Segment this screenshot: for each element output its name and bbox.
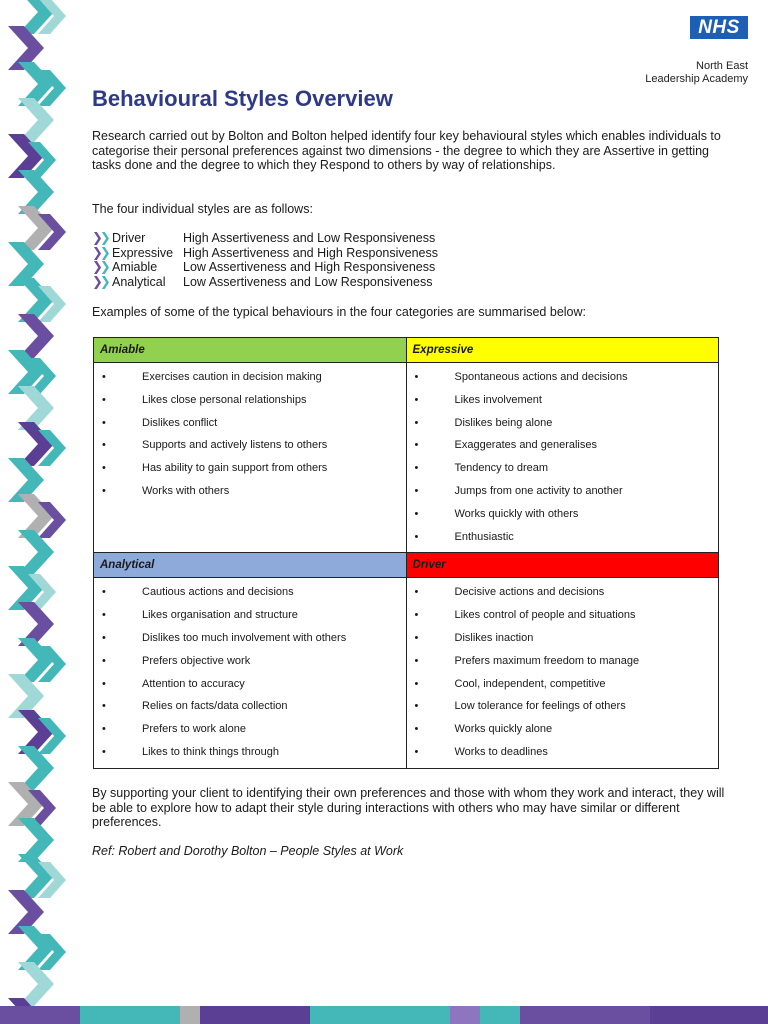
chevron-icon: ❯❯ xyxy=(92,259,108,275)
bullet-icon: • xyxy=(414,700,419,713)
bullet-icon: • xyxy=(102,484,106,497)
bullet-icon: • xyxy=(414,484,419,497)
bullet-icon: • xyxy=(414,631,419,644)
behaviour-item xyxy=(94,434,406,457)
reference-citation: Ref: Robert and Dorothy Bolton – People Styles at Work xyxy=(92,844,404,858)
behaviour-text: Likes control of people and situations xyxy=(454,609,636,622)
styles-list xyxy=(92,231,438,289)
chevron-icon: ❯❯ xyxy=(92,230,108,245)
bullet-icon: • xyxy=(414,677,419,690)
bullet-icon: • xyxy=(102,631,106,644)
chevron-icon: ❯❯ xyxy=(92,273,108,289)
bullet-icon: • xyxy=(102,586,106,599)
behaviour-item xyxy=(94,650,406,673)
decorative-chevron-band xyxy=(0,0,80,1010)
bullet-icon: • xyxy=(414,439,419,452)
behaviour-item xyxy=(407,695,719,718)
behaviour-item xyxy=(407,581,719,604)
behaviour-text: Cautious actions and decisions xyxy=(142,586,294,599)
expressive-list xyxy=(407,363,719,552)
bullet-icon: • xyxy=(102,371,106,383)
style-description: High Assertiveness and Low Responsiveness xyxy=(183,231,436,245)
bullet-icon: • xyxy=(102,462,106,475)
conclusion-paragraph: By supporting your client to identifying their own preferences and those with whom they work and interact, they will be able to explore how to adapt their style during interactions with others who may have similar or different preferences. xyxy=(92,786,725,830)
behaviour-text: Works with others xyxy=(142,484,230,497)
examples-intro: Examples of some of the typical behaviours in the four categories are summarised below: xyxy=(92,305,586,319)
behaviour-text: Exaggerates and generalises xyxy=(454,439,597,452)
intro-paragraph: Research carried out by Bolton and Bolton helped identify four key behavioural styles which enables individuals to categorise their personal preferences against two dimensions - the degree to which they are Assertive in getting tasks done and the degree to which they Respond to others by way of relationships. xyxy=(92,129,721,173)
behaviour-item xyxy=(94,366,406,389)
style-description: High Assertiveness and High Responsiveness xyxy=(183,245,438,260)
bullet-icon: • xyxy=(414,530,419,543)
bullet-icon: • xyxy=(102,723,106,736)
bullet-icon: • xyxy=(102,700,106,713)
behaviour-text: Dislikes conflict xyxy=(142,416,218,429)
behaviour-text: Spontaneous actions and decisions xyxy=(454,371,628,383)
behaviour-text: Prefers to work alone xyxy=(142,723,246,736)
style-name: Amiable xyxy=(112,260,158,275)
decorative-bottom-bar xyxy=(0,1006,768,1024)
styles-intro: The four individual styles are as follows: xyxy=(92,202,313,216)
behaviour-item xyxy=(94,627,406,650)
bullet-icon: • xyxy=(102,745,106,758)
behaviour-text: Relies on facts/data collection xyxy=(142,700,288,713)
bullet-icon: • xyxy=(414,723,419,736)
behaviour-text: Works quickly alone xyxy=(454,723,553,736)
behaviour-text: Jumps from one activity to another xyxy=(454,484,623,497)
behaviour-text: Has ability to gain support from others xyxy=(142,462,328,475)
page-title: Behavioural Styles Overview xyxy=(92,86,393,111)
chevron-icon: ❯❯ xyxy=(92,244,108,260)
analytical-heading: Analytical xyxy=(94,553,407,578)
behaviour-text: Prefers maximum freedom to manage xyxy=(454,654,640,667)
behaviour-item xyxy=(407,434,719,457)
styles-list-item xyxy=(92,246,438,261)
behaviour-table xyxy=(93,337,719,769)
org-line-2: Leadership Academy xyxy=(645,73,748,85)
behaviour-item xyxy=(94,695,406,718)
behaviour-text: Prefers objective work xyxy=(142,654,251,667)
behaviour-text: Enthusiastic xyxy=(454,530,514,543)
behaviour-item xyxy=(94,412,406,435)
styles-list-item xyxy=(92,275,438,290)
behaviour-item xyxy=(407,503,719,526)
behaviour-item xyxy=(407,627,719,650)
behaviour-text: Dislikes being alone xyxy=(454,416,553,429)
styles-list-item xyxy=(92,260,438,275)
style-description: Low Assertiveness and High Responsiveness xyxy=(183,260,436,275)
org-line-1: North East xyxy=(696,60,748,72)
behaviour-item xyxy=(94,741,406,764)
driver-heading: Driver xyxy=(406,553,719,578)
style-name: Expressive xyxy=(112,245,174,260)
behaviour-text: Likes to think things through xyxy=(142,745,279,758)
style-description: Low Assertiveness and Low Responsiveness xyxy=(183,274,433,289)
behaviour-text: Tendency to dream xyxy=(454,462,549,475)
bullet-icon: • xyxy=(102,439,106,452)
behaviour-text: Likes involvement xyxy=(454,393,542,406)
bullet-icon: • xyxy=(414,507,419,520)
styles-list-item xyxy=(92,231,438,246)
style-name: Driver xyxy=(112,231,146,245)
behaviour-text: Works to deadlines xyxy=(454,745,548,758)
analytical-list xyxy=(94,578,406,767)
behaviour-item xyxy=(407,526,719,549)
driver-cell xyxy=(406,578,719,768)
bullet-icon: • xyxy=(414,745,419,758)
behaviour-item xyxy=(94,480,406,503)
amiable-cell xyxy=(94,363,407,553)
style-name: Analytical xyxy=(112,274,166,289)
behaviour-text: Likes organisation and structure xyxy=(142,609,298,622)
behaviour-item xyxy=(94,581,406,604)
nhs-logo: NHS xyxy=(690,16,748,39)
behaviour-item xyxy=(407,412,719,435)
behaviour-item xyxy=(407,650,719,673)
behaviour-item xyxy=(407,673,719,696)
behaviour-item xyxy=(94,457,406,480)
bullet-icon: • xyxy=(414,462,419,475)
expressive-heading: Expressive xyxy=(406,338,719,363)
amiable-heading: Amiable xyxy=(94,338,407,363)
behaviour-text: Exercises caution in decision making xyxy=(142,371,322,383)
bullet-icon: • xyxy=(414,416,419,429)
bullet-icon: • xyxy=(102,416,106,429)
bullet-icon: • xyxy=(102,677,106,690)
behaviour-item xyxy=(407,366,719,389)
behaviour-item xyxy=(407,741,719,764)
bullet-icon: • xyxy=(414,393,419,406)
bullet-icon: • xyxy=(414,371,419,383)
behaviour-item xyxy=(407,389,719,412)
bullet-icon: • xyxy=(102,393,106,406)
behaviour-text: Cool, independent, competitive xyxy=(454,677,606,690)
behaviour-item xyxy=(407,480,719,503)
behaviour-item xyxy=(94,604,406,627)
behaviour-item xyxy=(407,457,719,480)
behaviour-item xyxy=(94,673,406,696)
behaviour-text: Likes close personal relationships xyxy=(142,393,307,406)
bullet-icon: • xyxy=(102,609,106,622)
organisation-name xyxy=(645,60,748,86)
bullet-icon: • xyxy=(102,654,106,667)
behaviour-item xyxy=(94,718,406,741)
behaviour-item xyxy=(407,718,719,741)
expressive-cell xyxy=(406,363,719,553)
amiable-list xyxy=(94,363,406,507)
driver-list xyxy=(407,578,719,767)
bullet-icon: • xyxy=(414,586,419,599)
behaviour-text: Supports and actively listens to others xyxy=(142,439,328,452)
behaviour-text: Dislikes too much involvement with others xyxy=(142,631,347,644)
behaviour-text: Dislikes inaction xyxy=(454,631,534,644)
behaviour-text: Works quickly with others xyxy=(454,507,579,520)
analytical-cell xyxy=(94,578,407,768)
behaviour-text: Attention to accuracy xyxy=(142,677,245,690)
bullet-icon: • xyxy=(414,654,419,667)
bullet-icon: • xyxy=(414,609,419,622)
behaviour-item xyxy=(407,604,719,627)
behaviour-item xyxy=(94,389,406,412)
behaviour-text: Low tolerance for feelings of others xyxy=(454,700,626,713)
behaviour-text: Decisive actions and decisions xyxy=(454,586,605,599)
